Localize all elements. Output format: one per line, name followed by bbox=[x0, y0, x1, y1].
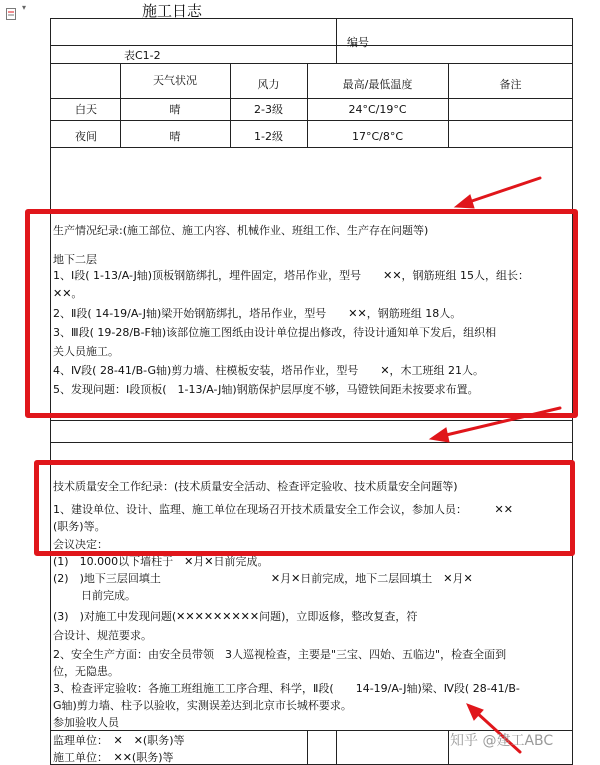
day-wind: 2-3级 bbox=[254, 103, 283, 116]
safety-item: G轴)剪力墙、柱予以验收，实测误差达到北京市长城杯要求。 bbox=[53, 699, 352, 712]
night-wind: 1-2级 bbox=[254, 130, 283, 143]
safety-heading: 技术质量安全工作纪录：(技术质量安全活动、检查评定验收、技术质量安全问题等) bbox=[53, 480, 458, 493]
safety-item: 会议决定： bbox=[53, 538, 108, 551]
production-heading: 生产情况纪录:(施工部位、施工内容、机械作业、班组工作、生产存在问题等) bbox=[53, 224, 429, 237]
safety-item: 监理单位： ✕ ✕(职务)等 bbox=[53, 734, 185, 747]
production-item: 3、Ⅲ段( 19-28/B-F轴)该部位施工图纸由设计单位提出修改，待设计通知单下发后，组织相 bbox=[53, 326, 497, 339]
production-item: 关人员施工。 bbox=[53, 345, 119, 358]
safety-item: 参加验收人员 bbox=[53, 716, 119, 729]
day-temp: 24°C/19°C bbox=[348, 103, 407, 116]
safety-item: (1) 10.000以下墙柱于 ✕月✕日前完成。 bbox=[53, 555, 269, 568]
number-label: 编号 bbox=[347, 36, 369, 49]
production-item: 5、发现问题：Ⅰ段顶板( 1-13/A-J轴)钢筋保护层厚度不够，马镫铁间距未按要求布置。 bbox=[53, 383, 479, 396]
column-header-remark: 备注 bbox=[499, 78, 522, 91]
chevron-down-icon[interactable]: ▾ bbox=[22, 3, 27, 12]
safety-item: (职务)等。 bbox=[53, 520, 106, 533]
safety-item: 3、检查评定验收：各施工班组施工工序合理、科学，Ⅱ段( 14-19/A-J轴)梁、Ⅳ段( 28-41/B- bbox=[53, 682, 520, 695]
night-temp: 17°C/8°C bbox=[351, 130, 404, 143]
page-title: 施工日志 bbox=[142, 2, 203, 20]
watermark: 知乎 @建工ABC bbox=[450, 733, 554, 749]
day-weather: 晴 bbox=[169, 103, 181, 116]
night-weather: 晴 bbox=[169, 130, 181, 143]
production-item: 2、Ⅱ段( 14-19/A-J轴)梁开始钢筋绑扎，塔吊作业，型号 ✕✕，钢筋班组 18人。 bbox=[53, 307, 462, 320]
column-header-wind: 风力 bbox=[257, 78, 280, 91]
production-location: 地下二层 bbox=[53, 253, 97, 266]
safety-item: 2、安全生产方面：由安全员带领 3人巡视检查，主要是"三宝、四始、五临边"，检查全面到 bbox=[53, 648, 507, 661]
column-header-temp: 最高/最低温度 bbox=[342, 78, 413, 91]
safety-item: 1、建设单位、设计、监理、施工单位在现场召开技术质量安全工作会议，参加人员： ✕✕ bbox=[53, 503, 513, 516]
safety-item: 位，无隐患。 bbox=[53, 665, 119, 678]
row-label-night: 夜间 bbox=[75, 130, 97, 143]
production-item: 4、Ⅳ段( 28-41/B-G轴)剪力墙、柱模板安装，塔吊作业，型号 ✕，木工班组 21人。 bbox=[53, 364, 485, 377]
safety-item: (3) )对施工中发现问题(✕✕✕✕✕✕✕✕✕问题)，立即返修，整改复查，符 bbox=[53, 610, 418, 623]
safety-item: 施工单位： ✕✕(职务)等 bbox=[53, 751, 174, 764]
column-header-weather: 天气状况 bbox=[153, 74, 197, 87]
safety-item: 合设计、规范要求。 bbox=[53, 629, 152, 642]
production-item: 1、Ⅰ段( 1-13/A-J轴)顶板钢筋绑扎，埋件固定，塔吊作业，型号 ✕✕，钢筋班组 15人，组长： bbox=[53, 269, 530, 282]
row-label-day: 白天 bbox=[75, 103, 97, 116]
arrow-icon bbox=[430, 178, 560, 752]
safety-item: 日前完成。 bbox=[81, 589, 136, 602]
form-code: 表C1-2 bbox=[124, 49, 161, 62]
safety-item: (2) )地下三层回填土 ✕月✕日前完成，地下二层回填土 ✕月✕ bbox=[53, 572, 473, 585]
production-item: ✕✕。 bbox=[53, 287, 83, 300]
